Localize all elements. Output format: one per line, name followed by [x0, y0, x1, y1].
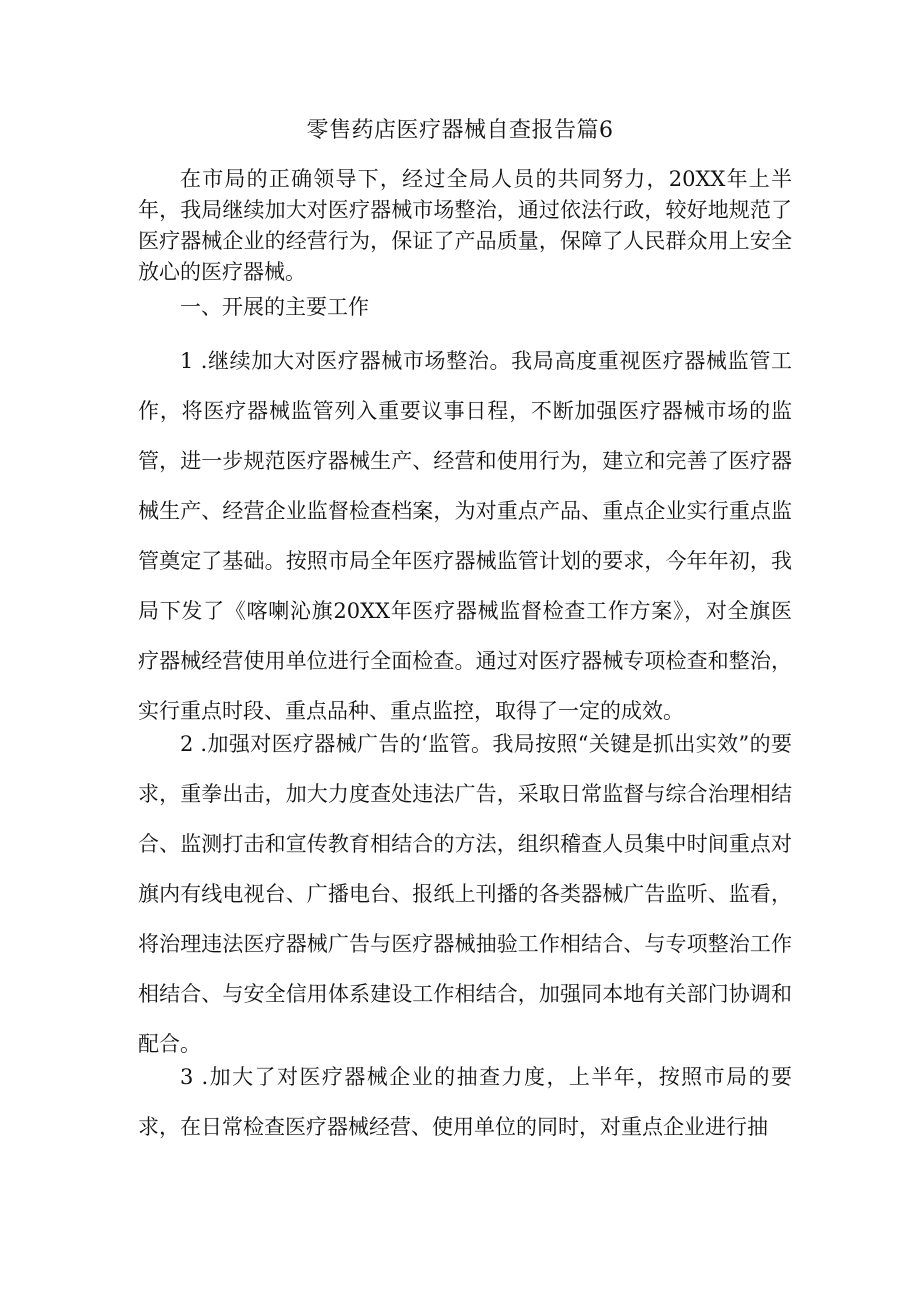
document-title: 零售药店医疗器械自查报告篇6: [306, 118, 614, 143]
paragraph-1: 1 .继续加大对医疗器械市场整治。我局高度重视医疗器械监管工作，将医疗器械监管列入重要议事日程，不断加强医疗器械市场的监管，进一步规范医疗器械生产、经营和使用行为，建立和完善了医疗器械生产、经营企业监督检查档案，为对重点产品、重点企业实行重点监管奠定了基础。按照市局全年医疗器械监管计划的要求，今年年初，我局下发了《喀喇沁旗20XX年医疗器械监督检查工作方案》，对全旗医疗器械经营使用单位进行全面检查。通过对医疗器械专项检查和整治，实行重点时段、重点品种、重点监控，取得了一定的成效。: [138, 349, 792, 723]
intro-paragraph: 在市局的正确领导下，经过全局人员的共同努力，20XX年上半年，我局继续加大对医疗器械市场整治，通过依法行政，较好地规范了医疗器械企业的经营行为，保证了产品质量，保障了人民群众用上安全放心的医疗器械。: [138, 167, 792, 284]
paragraph-2: 2 .加强对医疗器械广告的‘监管。我局按照“关键是抓出实效”的要求，重拳出击，加大力度查处违法广告，采取日常监督与综合治理相结合、监测打击和宣传教育相结合的方法，组织稽查人员集中时间重点对旗内有线电视台、广播电台、报纸上刊播的各类器械广告监听、监看，将治理违法医疗器械广告与医疗器械抽验工作相结合、与专项整治工作相结合、与安全信用体系建设工作相结合，加强同本地有关部门协调和配合。: [138, 732, 792, 1056]
paragraph-3: 3 .加大了对医疗器械企业的抽查力度，上半年，按照市局的要求，在日常检查医疗器械经营、使用单位的同时，对重点企业进行抽: [138, 1065, 792, 1139]
section-heading: 一、开展的主要工作: [180, 295, 369, 319]
